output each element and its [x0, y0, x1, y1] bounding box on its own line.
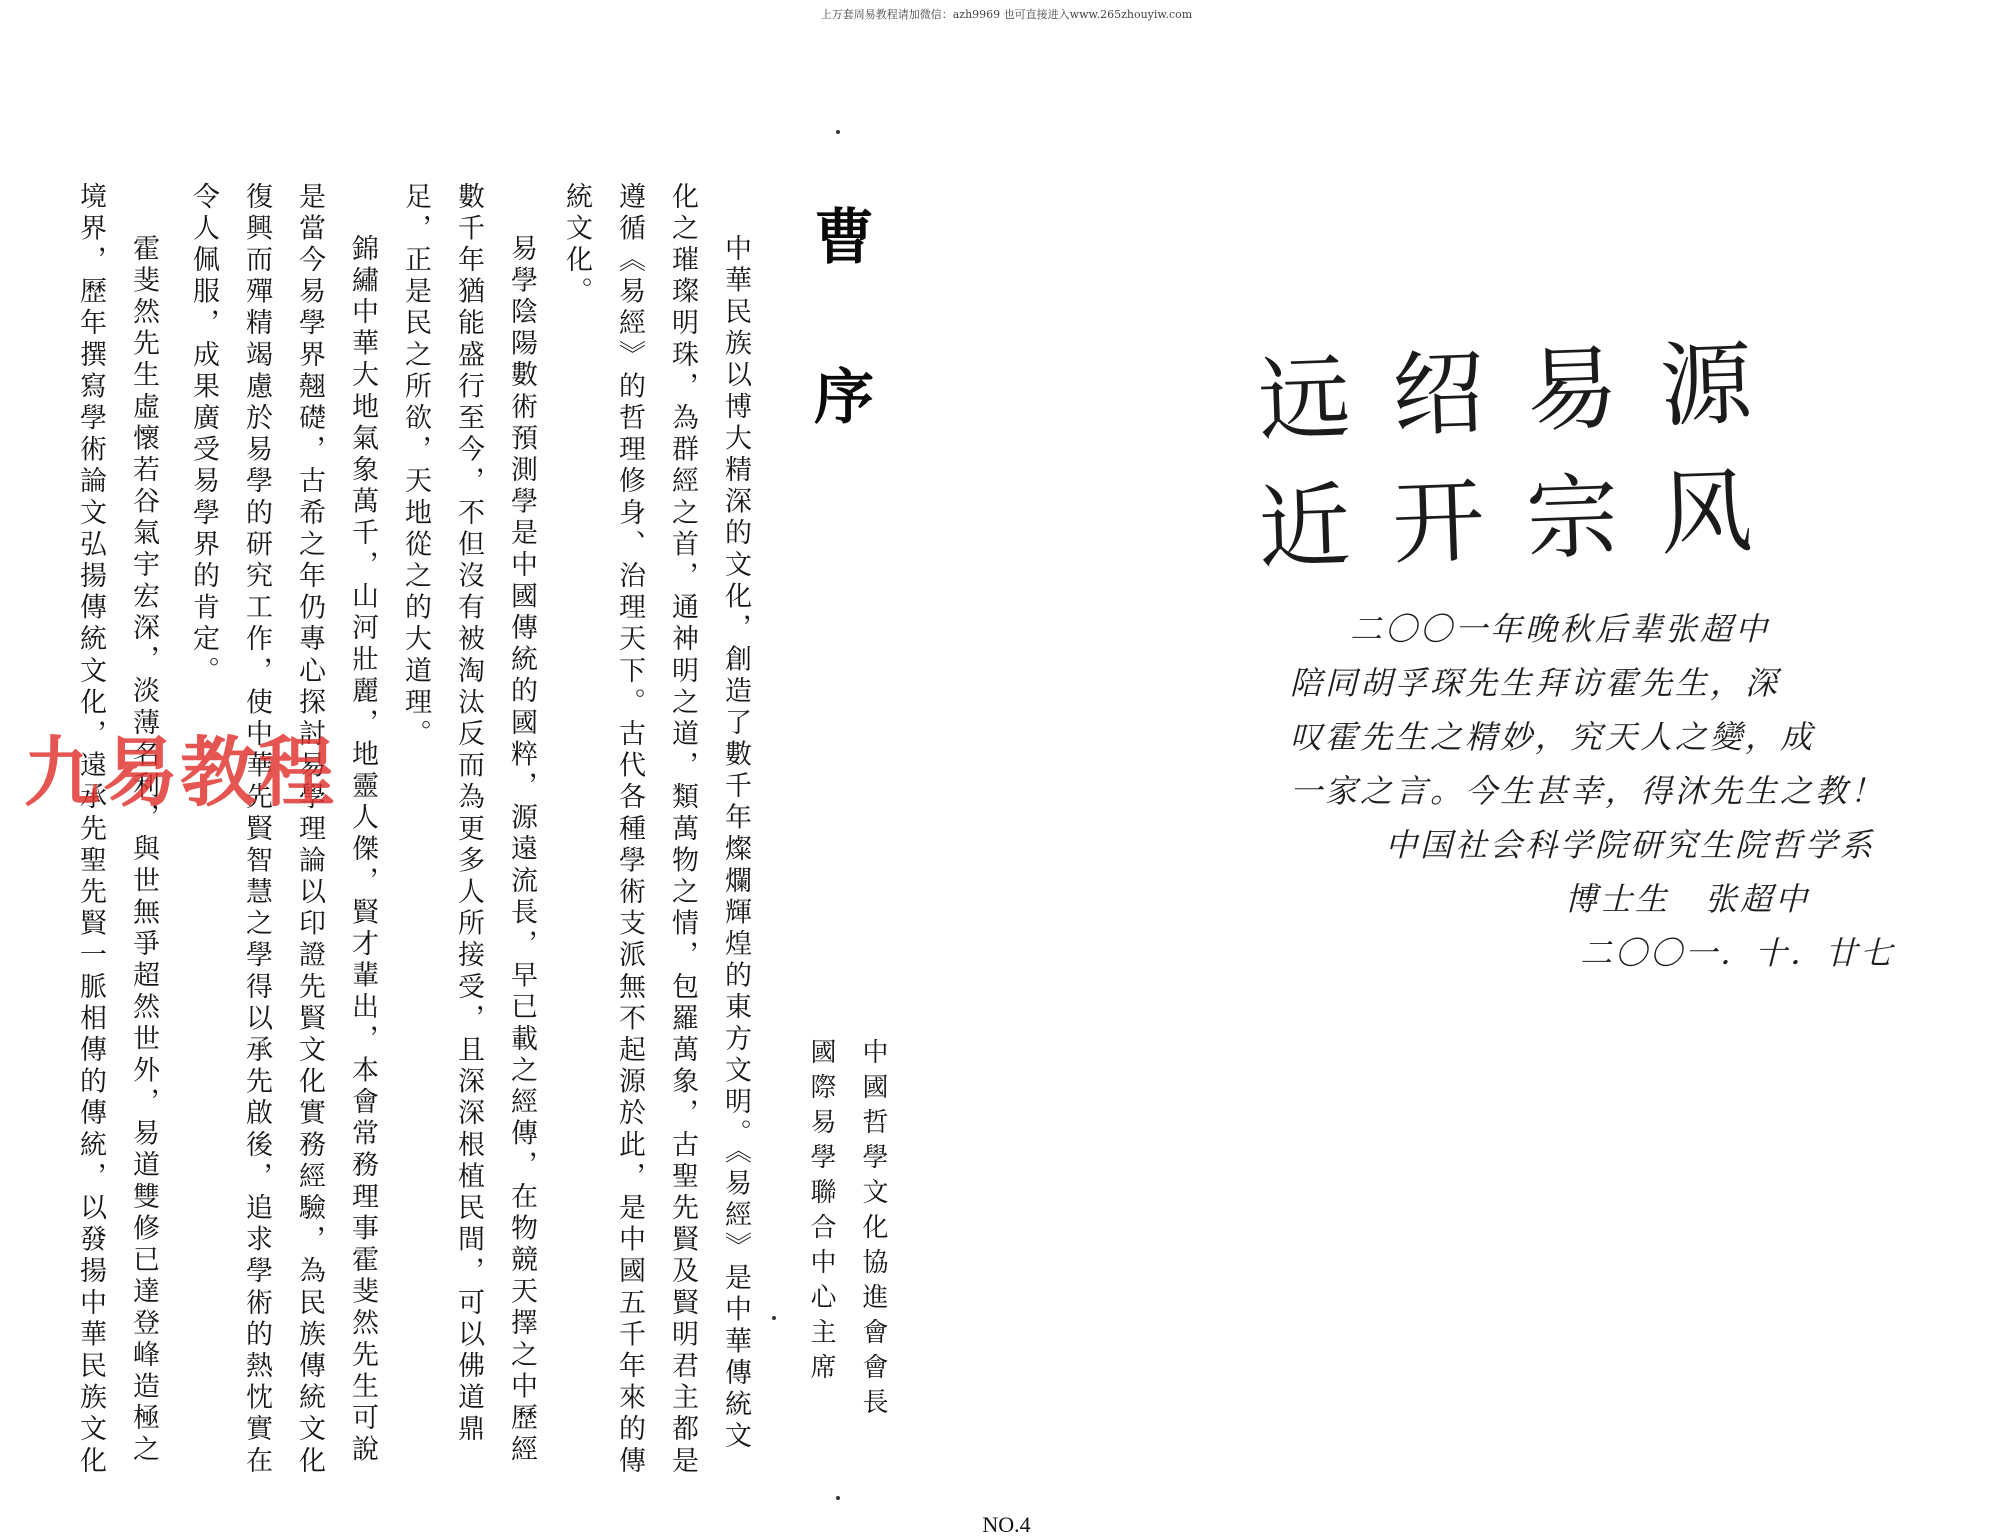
calligraphy-note-line-4: 一家之言。今生甚幸，得沐先生之教！: [1290, 772, 1886, 810]
body-column-13: 境界，歷年撰寫學術論文弘揚傳統文化，遠承先聖先賢一脈相傳的傳統，以發揚中華民族文化: [75, 182, 106, 1478]
scan-speck: [836, 1496, 840, 1500]
body-column-9: 是當今易學界翹礎，古希之年仍專心探討易學理論以印證先賢文化實務經驗，為民族傳統文化: [294, 182, 325, 1478]
body-column-11: 令人佩服，成果廣受易學界的肯定。: [188, 182, 219, 688]
header-watermark: 上万套周易教程请加微信：azh9969 也可直接进入www.265zhouyiw.com: [820, 8, 1193, 21]
calligraphy-line-1: 远绍易源: [1256, 328, 1796, 455]
body-column-10: 復興而殫精竭慮於易學的研究工作，使中華先賢智慧之學得以承先啟後，追求學術的熱忱實在: [241, 182, 272, 1478]
body-column-1: 中華民族以博大精深的文化，創造了數千年燦爛輝煌的東方文明。《易經》是中華傳統文: [720, 234, 751, 1453]
scan-speck: [772, 1316, 776, 1320]
calligraphy-note-line-1: 二〇〇一年晚秋后辈张超中: [1350, 610, 1771, 648]
preface-title-char-2: 序: [814, 363, 874, 433]
body-column-3: 遵循《易經》的哲理修身、治理天下。古代各種學術支派無不起源於此，是中國五千年來的傳: [614, 182, 645, 1478]
calligraphy-line-2: 近开宗风: [1256, 456, 1796, 583]
calligraphy-note-line-6: 博士生 张超中: [1565, 880, 1811, 918]
calligraphy-note-line-7: 二〇〇一．十．廿七: [1580, 934, 1896, 972]
red-watermark-stamp: 九易教程: [24, 728, 336, 817]
scan-speck: [836, 130, 840, 134]
body-column-6: 數千年猶能盛行至今，不但沒有被淘汰反而為更多人所接受，且深深根植民間，可以佛道鼎: [453, 182, 484, 1446]
author-role-line: 國際易學聯合中心主席: [806, 1038, 836, 1388]
body-column-5: 易學陰陽數術預測學是中國傳統的國粹，源遠流長，早已載之經傳，在物競天擇之中歷經: [506, 234, 537, 1467]
body-column-8: 錦繡中華大地氣象萬千，山河壯麗，地靈人傑，賢才輩出，本會常務理事霍斐然先生可說: [347, 234, 378, 1467]
body-column-7: 足，正是民之所欲，天地從之的大道理。: [400, 182, 431, 751]
page-number: NO.4: [982, 1512, 1031, 1537]
body-column-4: 統文化。: [561, 182, 592, 309]
calligraphy-note-line-2: 陪同胡孚琛先生拜访霍先生，深: [1290, 664, 1781, 702]
preface-title-char-1: 曹: [814, 203, 874, 273]
calligraphy-note-line-3: 叹霍先生之精妙，究天人之變，成: [1290, 718, 1816, 756]
author-org-line: 中國哲學文化協進會會長: [858, 1038, 888, 1423]
calligraphy-note-line-5: 中国社会科学院研究生院哲学系: [1385, 826, 1876, 864]
body-column-12: 霍斐然先生虛懷若谷氣宇宏深，淡薄名利，與世無爭超然世外，易道雙修已達登峰造極之: [128, 234, 159, 1467]
body-column-2: 化之璀璨明珠，為群經之首，通神明之道，類萬物之情，包羅萬象，古聖先賢及賢明君主都是: [667, 182, 698, 1478]
